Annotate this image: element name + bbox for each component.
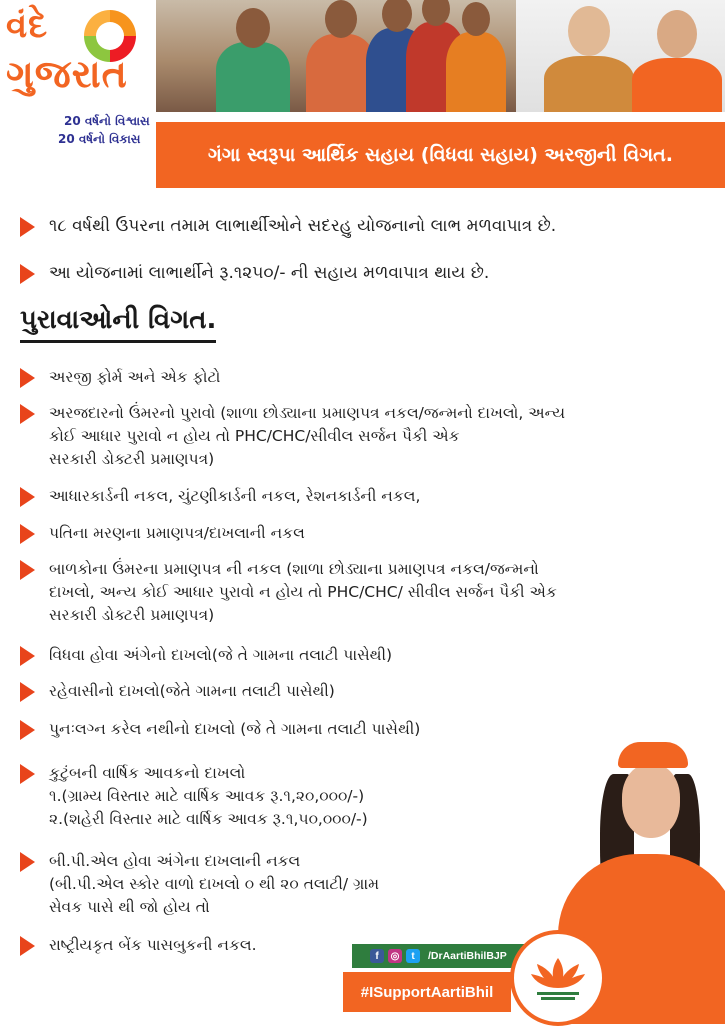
document-item [20, 718, 420, 741]
intro-point [20, 215, 556, 238]
arrow-bullet-icon [20, 720, 35, 740]
document-item [20, 558, 557, 627]
document-item [20, 366, 220, 389]
lotus-icon [510, 930, 606, 1026]
vande-gujarat-logo [6, 6, 156, 156]
twitter-icon: t [406, 949, 420, 963]
document-text: દાખલો, અન્ય કોઈ આધાર પુરાવો ન હોય તો PHC/CHC/ સીવીલ સર્જન પૈકી એક [49, 583, 557, 601]
document-text: પુનઃલગ્ન કરેલ નથીનો દાખલો (જે તે ગામના તલાટી પાસેથી) [49, 720, 421, 738]
document-text: ૨.(શહેરી વિસ્તાર માટે વાર્ષિક આવક રૂ.૧,૫૦,૦૦૦/-) [49, 810, 368, 828]
document-text: રહેવાસીનો દાખલો(જેતે ગામના તલાટી પાસેથી) [49, 682, 335, 700]
arrow-bullet-icon [20, 524, 35, 544]
scheme-title: ગંગા સ્વરૂપા આર્થિક સહાય (વિધવા સહાય) અરજીની વિગત. [208, 144, 673, 166]
arrow-bullet-icon [20, 936, 35, 956]
arrow-bullet-icon [20, 217, 35, 237]
document-text: અરજદારનો ઉંમરનો પુરાવો (શાળા છોડ્યાના પ્રમાણપત્ર નકલ/જન્મનો દાખલો, અન્ય [49, 404, 566, 422]
arrow-bullet-icon [20, 646, 35, 666]
hashtag-text: #ISupportAartiBhil [360, 983, 494, 1001]
header-photo-strip [156, 0, 725, 112]
logo-tagline-development: 20 વર્ષનો વિકાસ [58, 132, 141, 146]
document-text: સેવક પાસે થી જો હોય તો [49, 898, 210, 916]
intro-text: ૧૮ વર્ષથી ઉપરના તમામ લાભાર્થીઓને સદરહુ યોજનાનો લાભ મળવાપાત્ર છે. [49, 216, 557, 236]
logo-tagline-trust: 20 વર્ષનો વિશ્વાસ [64, 114, 150, 128]
hashtag-banner [343, 972, 511, 1012]
document-item [20, 522, 305, 545]
leaders-photo [516, 0, 725, 112]
documents-heading: પુરાવાઓની વિગત. [20, 305, 216, 343]
arrow-bullet-icon [20, 404, 35, 424]
arrow-bullet-icon [20, 852, 35, 872]
document-text: આધારકાર્ડની નકલ, ચુંટણીકાર્ડની નકલ, રેશનકાર્ડની નકલ, [49, 487, 421, 505]
logo-line1: વંદે [6, 6, 49, 46]
arrow-bullet-icon [20, 264, 35, 284]
document-item [20, 402, 565, 471]
document-text: કુટુંબની વાર્ષિક આવકનો દાખલો [49, 764, 246, 782]
document-text: બાળકોના ઉંમરના પ્રમાણપત્ર ની નકલ (શાળા છોડ્યાના પ્રમાણપત્ર નકલ/જન્મનો [49, 560, 539, 578]
document-item [20, 680, 335, 703]
instagram-icon: ◎ [388, 949, 402, 963]
document-text: સરકારી ડોક્ટરી પ્રમાણપત્ર) [49, 450, 215, 468]
document-text: ૧.(ગ્રામ્ય વિસ્તાર માટે વાર્ષિક આવક રૂ.૧,૨૦,૦૦૦/-) [49, 787, 365, 805]
document-text: અરજી ફોર્મ અને એક ફોટો [49, 368, 221, 386]
document-text: પતિના મરણના પ્રમાણપત્ર/દાખલાની નકલ [49, 524, 305, 542]
arrow-bullet-icon [20, 682, 35, 702]
arrow-bullet-icon [20, 764, 35, 784]
logo-line2: ગુજરાત [6, 52, 128, 96]
scheme-title-banner [156, 122, 725, 188]
intro-text: આ યોજનામાં લાભાર્થીને રૂ.૧૨૫૦/- ની સહાય મળવાપાત્ર થાય છે. [49, 263, 490, 283]
arrow-bullet-icon [20, 487, 35, 507]
document-item [20, 934, 257, 957]
facebook-icon: f [370, 949, 384, 963]
document-text: સરકારી ડોક્ટરી પ્રમાણપત્ર) [49, 606, 215, 624]
document-text: રાષ્ટ્રીયકૃત બેંક પાસબુકની નકલ. [49, 936, 257, 954]
document-text: (બી.પી.એલ સ્કોર વાળો દાખલો ૦ થી ૨૦ તલાટી/ ગ્રામ [49, 875, 380, 893]
document-item [20, 762, 368, 831]
document-text: બી.પી.એલ હોવા અંગેના દાખલાની નકલ [49, 852, 301, 870]
document-item [20, 850, 379, 919]
document-text: વિધવા હોવા અંગેનો દાખલો(જે તે ગામના તલાટી પાસેથી) [49, 646, 393, 664]
intro-point [20, 262, 489, 285]
document-text: કોઈ આધાર પુરાવો ન હોય તો PHC/CHC/સીવીલ સર્જન પૈકી એક [49, 427, 460, 445]
social-handle: /DrAartiBhilBJP [428, 950, 507, 962]
arrow-bullet-icon [20, 560, 35, 580]
document-item [20, 485, 420, 508]
document-item [20, 644, 392, 667]
beneficiaries-photo [156, 0, 516, 112]
arrow-bullet-icon [20, 368, 35, 388]
